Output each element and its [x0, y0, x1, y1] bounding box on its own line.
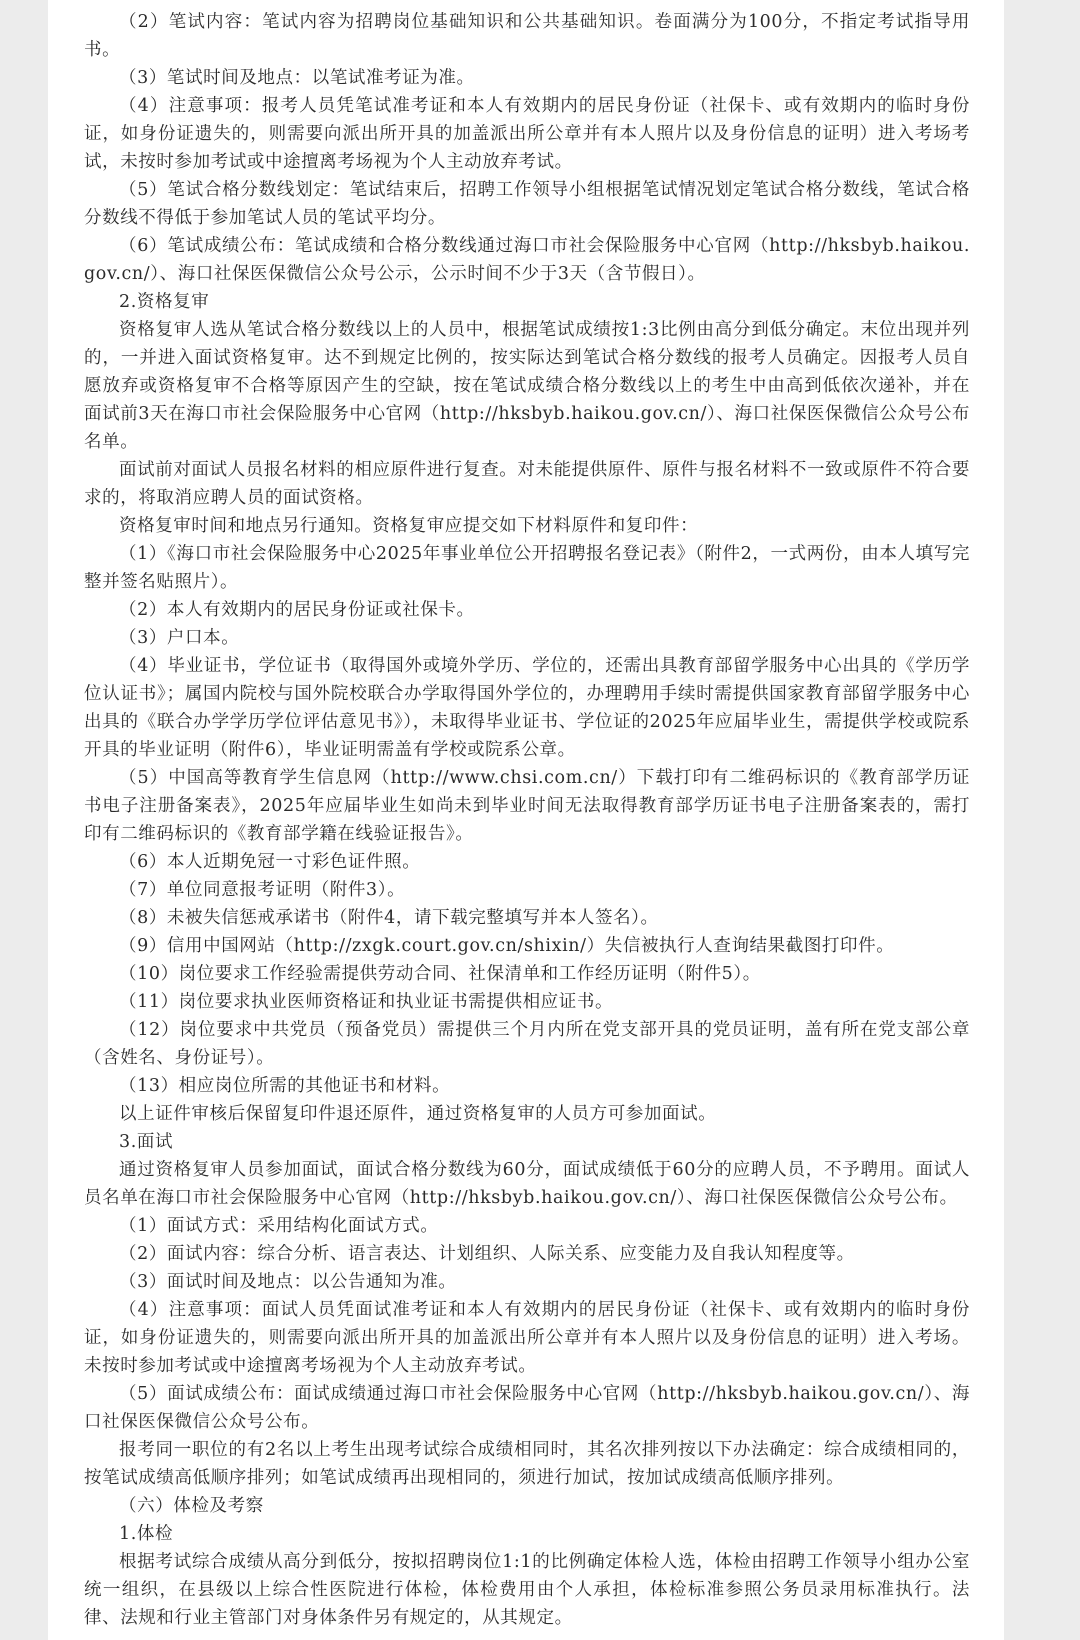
- list-item: （5）面试成绩公布：面试成绩通过海口市社会保险服务中心官网（http://hksbyb.haikou.gov.cn/）、海口社保医保微信公众号公布。: [84, 1384, 970, 1432]
- paragraph: 面试前对面试人员报名材料的相应原件进行复查。对未能提供原件、原件与报名材料不一致或原件不符合要求的，将取消应聘人员的面试资格。: [84, 460, 970, 508]
- paragraph: 通过资格复审人员参加面试，面试合格分数线为60分，面试成绩低于60分的应聘人员，不予聘用。面试人员名单在海口市社会保险服务中心官网（http://hksbyb.haikou.gov.cn/）、海口社保医保微信公众号公布。: [84, 1160, 970, 1208]
- document-page: [48, 0, 1004, 1640]
- list-item: （1）《海口市社会保险服务中心2025年事业单位公开招聘报名登记表》（附件2，一式两份，由本人填写完整并签名贴照片）。: [84, 544, 970, 592]
- paragraph: 资格复审人选从笔试合格分数线以上的人员中，根据笔试成绩按1:3比例由高分到低分确定。末位出现并列的，一并进入面试资格复审。达不到规定比例的，按实际达到笔试合格分数线的报考人员确定。因报考人员自愿放弃或资格复审不合格等原因产生的空缺，按在笔试成绩合格分数线以上的考生中由高到低依次递补，并在面试前3天在海口市社会保险服务中心官网（http://hksbyb.haikou.gov.cn/）、海口社保医保微信公众号公布名单。: [84, 320, 970, 452]
- list-item: （12）岗位要求中共党员（预备党员）需提供三个月内所在党支部开具的党员证明，盖有所在党支部公章（含姓名、身份证号）。: [84, 1020, 970, 1068]
- document-body: [84, 8, 970, 1632]
- paragraph: 以上证件审核后保留复印件退还原件，通过资格复审的人员方可参加面试。: [119, 1104, 717, 1124]
- list-item: （10）岗位要求工作经验需提供劳动合同、社保清单和工作经历证明（附件5）。: [119, 964, 761, 984]
- list-item: （13）相应岗位所需的其他证书和材料。: [119, 1076, 451, 1096]
- list-item: （3）户口本。: [119, 628, 240, 648]
- section-heading: 3.面试: [119, 1132, 174, 1152]
- paragraph: （4）注意事项：报考人员凭笔试准考证和本人有效期内的居民身份证（社保卡、或有效期内的临时身份证，如身份证遗失的，则需要向派出所开具的加盖派出所公章并有本人照片以及身份信息的证明）进入考场考试，未按时参加考试或中途擅离考场视为个人主动放弃考试。: [84, 96, 970, 172]
- list-item: （7）单位同意报考证明（附件3）。: [119, 880, 406, 900]
- paragraph: （5）笔试合格分数线划定：笔试结束后，招聘工作领导小组根据笔试情况划定笔试合格分数线，笔试合格分数线不得低于参加笔试人员的笔试平均分。: [84, 180, 970, 228]
- paragraph: （2）笔试内容：笔试内容为招聘岗位基础知识和公共基础知识。卷面满分为100分，不指定考试指导用书。: [84, 12, 970, 60]
- section-heading: 1.体检: [119, 1524, 174, 1544]
- list-item: （2）本人有效期内的居民身份证或社保卡。: [119, 600, 475, 620]
- list-item: （4）注意事项：面试人员凭面试准考证和本人有效期内的居民身份证（社保卡、或有效期内的临时身份证，如身份证遗失的，则需要向派出所开具的加盖派出所公章并有本人照片以及身份信息的证明）进入考场。未按时参加考试或中途擅离考场视为个人主动放弃考试。: [84, 1300, 970, 1376]
- paragraph: 根据考试综合成绩从高分到低分，按拟招聘岗位1:1的比例确定体检人选，体检由招聘工作领导小组办公室统一组织，在县级以上综合性医院进行体检，体检费用由个人承担，体检标准参照公务员录用标准执行。法律、法规和行业主管部门对身体条件另有规定的，从其规定。: [84, 1552, 970, 1628]
- list-item: （1）面试方式：采用结构化面试方式。: [119, 1216, 439, 1236]
- list-item: （4）毕业证书，学位证书（取得国外或境外学历、学位的，还需出具教育部留学服务中心出具的《学历学位认证书》；属国内院校与国外院校联合办学取得国外学位的，办理聘用手续时需提供国家教育部留学服务中心出具的《联合办学学历学位评估意见书》），未取得毕业证书、学位证的2025年应届毕业生，需提供学校或院系开具的毕业证明（附件6），毕业证明需盖有学校或院系公章。: [84, 656, 970, 760]
- section-heading: 2.资格复审: [119, 292, 210, 312]
- paragraph: 资格复审时间和地点另行通知。资格复审应提交如下材料原件和复印件：: [119, 516, 699, 536]
- list-item: （8）未被失信惩戒承诺书（附件4，请下载完整填写并本人签名）。: [119, 908, 659, 928]
- paragraph: （6）笔试成绩公布：笔试成绩和合格分数线通过海口市社会保险服务中心官网（http://hksbyb.haikou.gov.cn/）、海口社保医保微信公众号公示，公示时间不少于3天（含节假日）。: [84, 236, 970, 284]
- paragraph: （3）笔试时间及地点：以笔试准考证为准。: [119, 68, 475, 88]
- list-item: （3）面试时间及地点：以公告通知为准。: [119, 1272, 457, 1292]
- section-heading: （六）体检及考察: [119, 1496, 264, 1516]
- list-item: （6）本人近期免冠一寸彩色证件照。: [119, 852, 421, 872]
- list-item: （11）岗位要求执业医师资格证和执业证书需提供相应证书。: [119, 992, 614, 1012]
- paragraph: 报考同一职位的有2名以上考生出现考试综合成绩相同时，其名次排列按以下办法确定：综合成绩相同的，按笔试成绩高低顺序排列；如笔试成绩再出现相同的，须进行加试，按加试成绩高低顺序排列。: [84, 1440, 970, 1488]
- list-item: （5）中国高等教育学生信息网（http://www.chsi.com.cn/）下载打印有二维码标识的《教育部学历证书电子注册备案表》，2025年应届毕业生如尚未到毕业时间无法取得教育部学历证书电子注册备案表的，需打印有二维码标识的《教育部学籍在线验证报告》。: [84, 768, 970, 844]
- list-item: （9）信用中国网站（http://zxgk.court.gov.cn/shixin/）失信被执行人查询结果截图打印件。: [119, 936, 895, 956]
- list-item: （2）面试内容：综合分析、语言表达、计划组织、人际关系、应变能力及自我认知程度等。: [119, 1244, 855, 1264]
